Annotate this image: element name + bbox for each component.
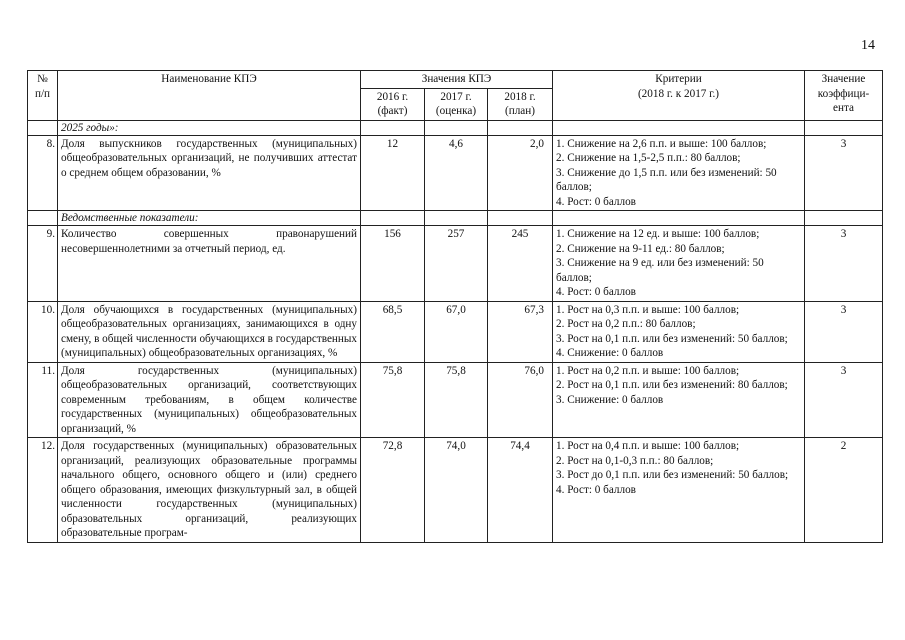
header-row-1 xyxy=(28,71,883,89)
criteria-line: 2. Рост на 0,1-0,3 п.п.: 80 баллов; xyxy=(556,454,714,467)
criteria-line: 4. Снижение: 0 баллов xyxy=(556,347,664,359)
row-value-2016: 68,5 xyxy=(361,301,425,362)
criteria-line: 4. Рост: 0 баллов xyxy=(556,483,636,496)
row-num: 9. xyxy=(28,226,58,302)
row-criteria xyxy=(553,438,805,543)
header-year-2018: 2018 г. (план) xyxy=(488,88,553,120)
row-coef: 3 xyxy=(805,135,883,211)
empty-cell xyxy=(361,211,425,226)
row-name: Доля обучающихся в государственных (муниципальных) общеобразовательных организациях, занимающихся в одну смену, в общей численности обучающихся в государственных (муниципальных) общеобразовательных организациях, % xyxy=(58,301,361,362)
empty-cell xyxy=(488,120,553,135)
criteria-line: 1. Рост на 0,4 п.п. и выше: 100 баллов; xyxy=(556,440,740,452)
row-coef: 3 xyxy=(805,226,883,302)
row-value-2017: 67,0 xyxy=(425,301,488,362)
kpe-table xyxy=(27,70,883,543)
header-coef: Значение коэффици- ента xyxy=(805,71,883,121)
row-coef: 3 xyxy=(805,362,883,438)
criteria-line: 1. Снижение на 12 ед. и выше: 100 баллов; xyxy=(556,228,760,240)
criteria-line: 2. Рост на 0,2 п.п.: 80 баллов; xyxy=(556,318,696,330)
criteria-line: 3. Рост на 0,1 п.п. или без изменений: 50 баллов; xyxy=(556,332,788,345)
row-criteria xyxy=(553,362,805,438)
criteria-line: 1. Рост на 0,3 п.п. и выше: 100 баллов; xyxy=(556,303,740,316)
row-name: Доля государственных (муниципальных) общеобразовательных организаций, соответствующих современным требованиям, в общем количестве государственных (муниципальных) общеобразовательных организаций, % xyxy=(58,362,361,438)
section-dept-label: Ведомственные показатели: xyxy=(58,211,361,226)
criteria-line: 4. Рост: 0 баллов xyxy=(556,286,636,298)
table-row xyxy=(28,438,883,543)
criteria-line: 3. Рост до 0,1 п.п. или без изменений: 50 баллов; xyxy=(556,469,789,481)
section-num-cell xyxy=(28,211,58,226)
section-row-prev xyxy=(28,120,883,135)
row-value-2018: 67,3 xyxy=(488,301,553,362)
header-values-group: Значения КПЭ xyxy=(361,71,553,89)
row-num: 8. xyxy=(28,135,58,211)
row-num: 11. xyxy=(28,362,58,438)
row-value-2016: 75,8 xyxy=(361,362,425,438)
criteria-line: 3. Снижение до 1,5 п.п. или без изменений: 50 баллов; xyxy=(556,166,777,193)
empty-cell xyxy=(361,120,425,135)
row-value-2018: 74,4 xyxy=(488,438,553,543)
header-year-2016: 2016 г. (факт) xyxy=(361,88,425,120)
header-name: Наименование КПЭ xyxy=(58,71,361,121)
criteria-line: 2. Снижение на 1,5-2,5 п.п.: 80 баллов; xyxy=(556,152,741,164)
row-name: Доля выпускников государственных (муниципальных) общеобразовательных организаций, не получивших аттестат о среднем общем образовании, % xyxy=(58,135,361,211)
row-value-2017: 257 xyxy=(425,226,488,302)
row-value-2017: 74,0 xyxy=(425,438,488,543)
criteria-line: 3. Снижение на 9 ед. или без изменений: 50 баллов; xyxy=(556,257,764,284)
criteria-line: 2. Рост на 0,1 п.п. или без изменений: 80 баллов; xyxy=(556,379,788,391)
header-criteria: Критерии (2018 г. к 2017 г.) xyxy=(553,71,805,121)
row-criteria xyxy=(553,135,805,211)
page-number: 14 xyxy=(861,38,875,53)
row-criteria xyxy=(553,226,805,302)
empty-cell xyxy=(488,211,553,226)
row-num: 12. xyxy=(28,438,58,543)
criteria-line: 2. Снижение на 9-11 ед.: 80 баллов; xyxy=(556,242,725,255)
section-prev-label: 2025 годы»: xyxy=(58,120,361,135)
row-name: Доля государственных (муниципальных) образовательных организаций, реализующих образовательные программы начального общего, основного общего и (или) среднего общего образования, имеющих физкультурный зал, в общей численности государственных (муниципальных) образовательных организаций, реализующих образовательные програм- xyxy=(58,438,361,543)
empty-cell xyxy=(805,211,883,226)
criteria-line: 1. Рост на 0,2 п.п. и выше: 100 баллов; xyxy=(556,364,740,377)
empty-cell xyxy=(425,211,488,226)
criteria-line: 3. Снижение: 0 баллов xyxy=(556,393,664,406)
empty-cell xyxy=(805,120,883,135)
row-value-2018: 76,0 xyxy=(488,362,553,438)
row-value-2017: 4,6 xyxy=(425,135,488,211)
table-row xyxy=(28,362,883,438)
section-num-cell xyxy=(28,120,58,135)
row-value-2018: 245 xyxy=(488,226,553,302)
criteria-line: 1. Снижение на 2,6 п.п. и выше: 100 баллов; xyxy=(556,137,767,150)
header-num: № п/п xyxy=(28,71,58,121)
table-row xyxy=(28,226,883,302)
row-value-2016: 12 xyxy=(361,135,425,211)
row-criteria xyxy=(553,301,805,362)
row-value-2018: 2,0 xyxy=(488,135,553,211)
row-coef: 3 xyxy=(805,301,883,362)
row-num: 10. xyxy=(28,301,58,362)
row-value-2017: 75,8 xyxy=(425,362,488,438)
row-value-2016: 72,8 xyxy=(361,438,425,543)
section-row-dept xyxy=(28,211,883,226)
row-coef: 2 xyxy=(805,438,883,543)
table-row xyxy=(28,301,883,362)
empty-cell xyxy=(425,120,488,135)
row-value-2016: 156 xyxy=(361,226,425,302)
row-name: Количество совершенных правонарушений несовершеннолетними за отчетный период, ед. xyxy=(58,226,361,302)
criteria-line: 4. Рост: 0 баллов xyxy=(556,195,636,208)
empty-cell xyxy=(553,120,805,135)
header-year-2017: 2017 г. (оценка) xyxy=(425,88,488,120)
empty-cell xyxy=(553,211,805,226)
table-row xyxy=(28,135,883,211)
